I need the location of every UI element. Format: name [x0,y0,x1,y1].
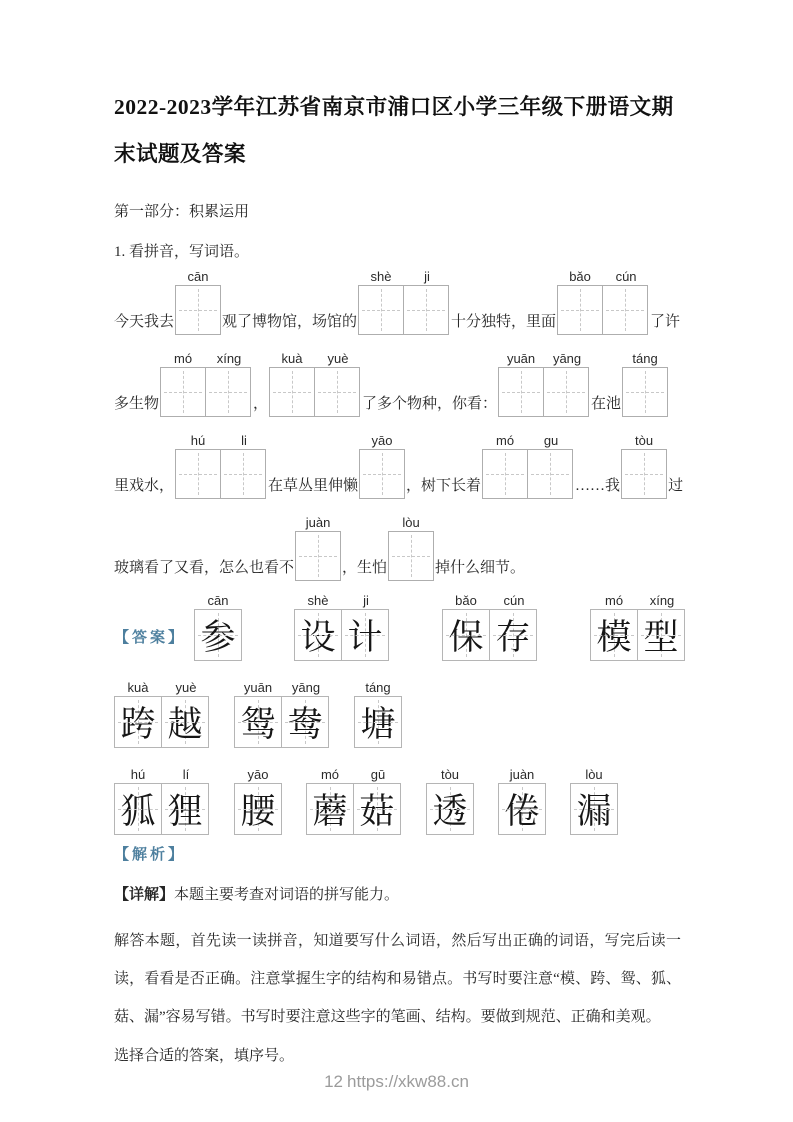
text-segment: ……我 [575,478,621,494]
pinyin-row [442,593,538,609]
pinyin-row [234,680,330,696]
writing-grid [388,515,434,581]
question-line-1 [114,269,681,335]
writing-cell[interactable] [205,367,251,417]
answer-grid [294,593,390,661]
pinyin-label: juàn [509,767,535,782]
pinyin-label: táng [632,351,658,366]
pinyin-label: xíng [216,351,242,366]
answer-grid [570,767,618,835]
pinyin-row [482,433,574,449]
answer-character: 狐 [120,792,156,831]
answer-label: 【答案】 [114,630,187,646]
writing-grid [269,351,361,417]
pinyin-label: kuà [127,680,149,695]
writing-grid [175,269,221,335]
analysis-label: 【解析】 [114,847,187,863]
writing-grid [295,515,341,581]
pinyin-label: yāo [371,433,393,448]
answer-grid [234,767,282,835]
pinyin-row [557,269,649,285]
answer-cell [294,609,342,661]
pinyin-label: cān [207,593,229,608]
pinyin-row [160,351,252,367]
answer-character: 鸯 [287,705,323,744]
text-segment: 掉什么细节。 [435,560,526,576]
pinyin-label: cún [615,269,637,284]
answer-character: 模 [596,618,632,657]
text-segment: 玻璃看了又看，怎么也看不 [114,560,295,576]
text-segment: ，生怕 [342,560,388,576]
answer-cell [161,783,209,835]
pinyin-row [114,680,210,696]
text-segment: 多生物 [114,396,160,412]
question-1-prompt: 1. 看拼音，写词语。 [114,244,250,260]
answer-row-3 [114,767,681,835]
writing-cell[interactable] [482,449,528,499]
pinyin-label: yāo [247,767,269,782]
writing-cell[interactable] [220,449,266,499]
answer-cell [281,696,329,748]
writing-cell[interactable] [622,367,668,417]
text-segment: 十分独特，里面 [451,314,557,330]
pinyin-label: hú [190,433,206,448]
pinyin-row [570,767,618,783]
answer-character: 倦 [504,792,540,831]
pinyin-label: tòu [635,433,654,448]
pinyin-row [354,680,402,696]
pinyin-label: shè [370,269,392,284]
answer-grid [442,593,538,661]
answer-grid [306,767,402,835]
question-line-2 [114,351,681,417]
pinyin-row [622,351,668,367]
pinyin-row [269,351,361,367]
pinyin-row [234,767,282,783]
detail-text: 本题主要考查对词语的拼写能力。 [174,887,400,903]
text-segment: 观了博物馆，场馆的 [222,314,358,330]
writing-cell[interactable] [359,449,405,499]
detail-paragraph [114,884,681,906]
answer-cell [161,696,209,748]
pinyin-label: tòu [440,767,460,782]
page-number: 12 [324,1072,344,1091]
detail-label: 【详解】 [114,887,175,903]
answer-character: 腰 [240,792,276,831]
writing-grid [358,269,450,335]
explanation-paragraph: 解答本题，首先读一读拼音，知道要写什么词语，然后写出正确的词语，写完后读一读，看看是否正确。注意掌握生字的结构和易错点。书写时要注意“模、跨、鸳、狐、菇、漏”容易写错。书写时要注意这些字的笔画、结构。要做到规范、正确和美观。 [114,933,681,1025]
writing-cell[interactable] [358,285,404,335]
answer-character: 鸳 [240,705,276,744]
writing-grid [498,351,590,417]
pinyin-label: mó [604,593,624,608]
writing-cell[interactable] [175,449,221,499]
pinyin-label: bǎo [455,593,477,608]
answer-cell [194,609,242,661]
pinyin-row [498,767,546,783]
pinyin-row [590,593,686,609]
answer-character: 漏 [576,792,612,831]
question-line-4 [114,515,681,581]
answer-grid [354,680,402,748]
writing-cell[interactable] [388,531,434,581]
answer-character: 存 [495,618,531,657]
answer-character: 越 [167,705,203,744]
answer-grid [590,593,686,661]
choose-instruction: 选择合适的答案，填序号。 [114,1048,295,1064]
writing-grid [482,433,574,499]
answer-character: 设 [300,618,336,657]
writing-cell[interactable] [314,367,360,417]
pinyin-label: li [241,433,247,448]
text-segment: 今天我去 [114,314,175,330]
pinyin-label: yuān [506,351,536,366]
pinyin-row [175,433,267,449]
writing-grid [359,433,405,499]
pinyin-row [498,351,590,367]
pinyin-label: yāng [291,680,321,695]
question-line-3 [114,433,684,499]
pinyin-label: lòu [402,515,420,530]
pinyin-row [388,515,434,531]
answer-cell [306,783,354,835]
answer-grid [114,680,210,748]
pinyin-label: mó [320,767,340,782]
pinyin-label: yāng [552,351,582,366]
section-heading: 第一部分：积累运用 [114,204,250,220]
writing-cell[interactable] [527,449,573,499]
pinyin-label: mó [173,351,193,366]
writing-grid [622,351,668,417]
writing-grid [160,351,252,417]
pinyin-label: xíng [649,593,675,608]
writing-cell[interactable] [269,367,315,417]
pinyin-label: lòu [585,767,603,782]
answer-character: 蘑 [312,792,348,831]
pinyin-label: kuà [281,351,303,366]
writing-grid [557,269,649,335]
text-segment: 在草丛里伸懒 [268,478,359,494]
pinyin-label: shè [307,593,329,608]
answer-character: 菇 [359,792,395,831]
pinyin-label: gū [370,767,386,782]
answer-grid [498,767,546,835]
answer-character: 参 [200,618,236,657]
site-url: https://xkw88.cn [347,1072,469,1091]
answer-cell [234,783,282,835]
pinyin-row [426,767,474,783]
answer-character: 狸 [167,792,203,831]
writing-grid [621,433,667,499]
answer-cell [637,609,685,661]
pinyin-label: juàn [305,515,331,530]
answer-grid [194,593,242,661]
writing-cell[interactable] [175,285,221,335]
answer-cell [354,696,402,748]
writing-cell[interactable] [160,367,206,417]
answer-character: 塘 [360,705,396,744]
answer-cell [353,783,401,835]
pinyin-label: táng [365,680,391,695]
pinyin-label: lí [182,767,190,782]
pinyin-row [114,767,210,783]
writing-cell[interactable] [543,367,589,417]
pinyin-row [295,515,341,531]
pinyin-row [359,433,405,449]
answer-cell [341,609,389,661]
answer-cell [489,609,537,661]
pinyin-label: ji [424,269,430,284]
answer-grid [426,767,474,835]
text-segment: 过 [668,478,684,494]
writing-cell[interactable] [621,449,667,499]
answer-character: 型 [643,618,679,657]
writing-grid [175,433,267,499]
pinyin-label: hú [130,767,146,782]
pinyin-label: yuān [243,680,273,695]
text-segment: 在池 [591,396,622,412]
answer-cell [114,696,162,748]
answer-grid [114,767,210,835]
answer-character: 计 [347,618,383,657]
text-segment: 里戏水， [114,478,175,494]
writing-cell[interactable] [557,285,603,335]
text-segment: ， [253,396,269,412]
page-title: 2022-2023学年江苏省南京市浦口区小学三年级下册语文期末试题及答案 [114,95,674,166]
writing-cell[interactable] [295,531,341,581]
text-segment: 了许 [650,314,681,330]
pinyin-label: mó [496,433,515,448]
pinyin-label: yuè [175,680,197,695]
answer-cell [114,783,162,835]
answer-cell [442,609,490,661]
pinyin-row [358,269,450,285]
pinyin-row [294,593,390,609]
pinyin-label: cún [503,593,525,608]
answer-cell [570,783,618,835]
answer-cell [590,609,638,661]
pinyin-row [175,269,221,285]
pinyin-label: ji [363,593,369,608]
pinyin-row [621,433,667,449]
pinyin-row [306,767,402,783]
writing-cell[interactable] [602,285,648,335]
answer-row-2 [114,680,681,748]
answer-cell [234,696,282,748]
text-segment: 了多个物种，你看： [362,396,498,412]
pinyin-label: bǎo [569,269,591,284]
pinyin-label: cān [187,269,209,284]
answer-character: 透 [432,792,468,831]
answer-row-1 [114,593,681,661]
pinyin-label: yuè [327,351,349,366]
pinyin-label: gu [543,433,559,448]
answer-character: 跨 [120,705,156,744]
pinyin-row [194,593,242,609]
answer-character: 保 [448,618,484,657]
answer-grid [234,680,330,748]
writing-cell[interactable] [403,285,449,335]
page-footer [0,1072,793,1092]
writing-cell[interactable] [498,367,544,417]
answer-cell [498,783,546,835]
answer-cell [426,783,474,835]
text-segment: ，树下长着 [406,478,482,494]
